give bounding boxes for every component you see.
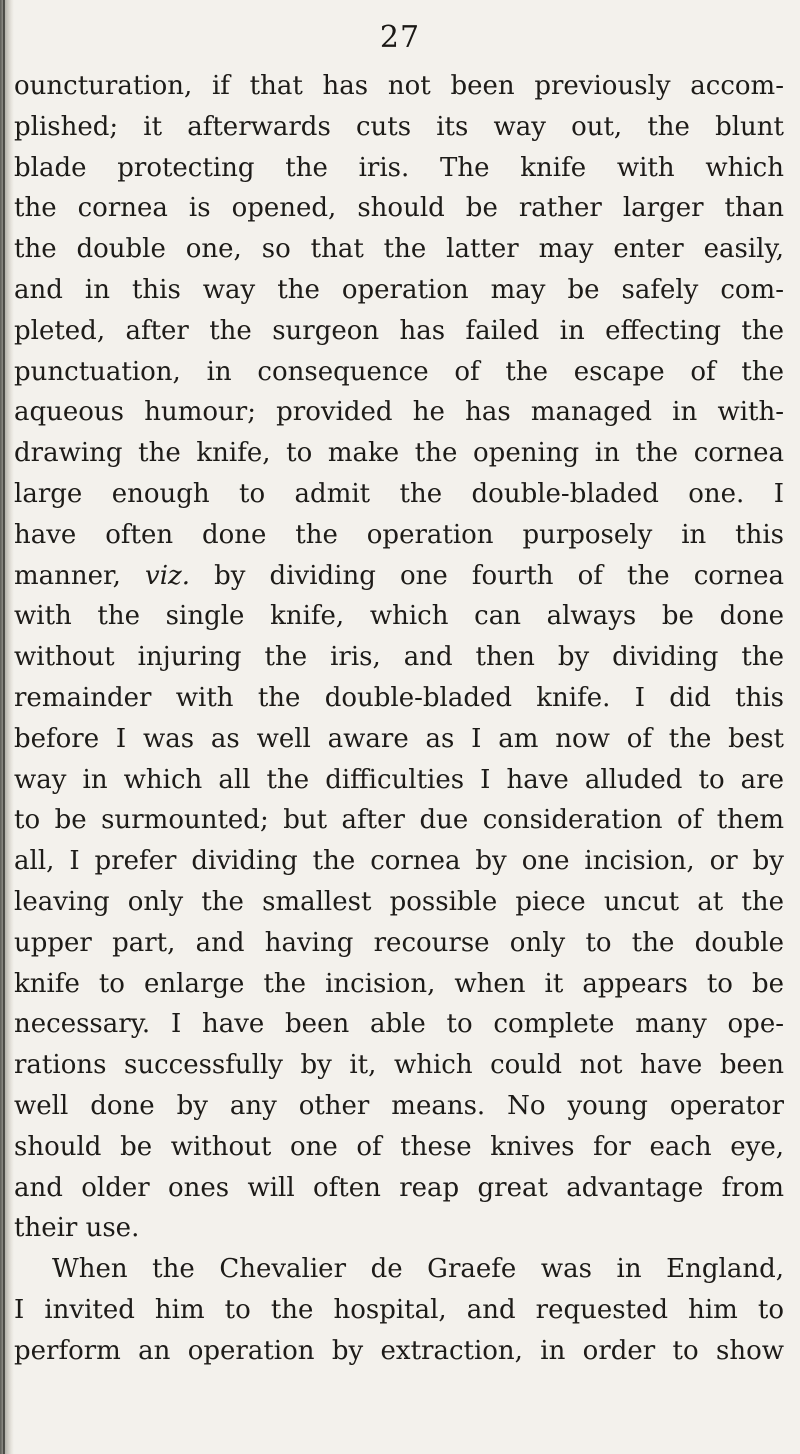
- text-line-18: way in which all the difficulties I have alluded to are: [14, 764, 784, 795]
- text-line-2: plished; it afterwards cuts its way out, the blunt: [14, 111, 784, 142]
- text-line-14: with the single knife, which can always be done: [14, 601, 784, 632]
- text-line-5: the double one, so that the latter may enter easily,: [14, 234, 784, 265]
- text-line-20: all, I prefer dividing the cornea by one incision, or by: [14, 846, 784, 877]
- text-line-22: upper part, and having recourse only to the double: [14, 927, 784, 958]
- text-line-25: rations successfully by it, which could not have been: [14, 1050, 784, 1081]
- text-line-8: punctuation, in consequence of the escape of the: [14, 356, 784, 387]
- italic-viz: viz.: [145, 560, 190, 591]
- text-line-13: [14, 556, 784, 597]
- text-line-4: the cornea is opened, should be rather larger than: [14, 193, 784, 224]
- text-line-13-start: manner,: [14, 560, 121, 591]
- text-line-9: aqueous humour; provided he has managed in with-: [14, 397, 784, 428]
- page-gutter-line: [3, 0, 5, 1454]
- text-line-27: should be without one of these knives for each eye,: [14, 1131, 784, 1162]
- text-line-26: well done by any other means. No young operator: [14, 1090, 784, 1121]
- text-line-28: and older ones will often reap great advantage from: [14, 1172, 784, 1203]
- text-line-11: large enough to admit the double-bladed one. I: [14, 478, 784, 509]
- text-line-12: have often done the operation purposely in this: [14, 519, 784, 550]
- page-number: 27: [379, 20, 421, 55]
- text-line-23: knife to enlarge the incision, when it appears to be: [14, 968, 784, 999]
- text-line-24: necessary. I have been able to complete many ope-: [14, 1009, 784, 1040]
- text-line-19: to be surmounted; but after due consideration of them: [14, 805, 784, 836]
- text-line-10: drawing the knife, to make the opening in the cornea: [14, 438, 784, 469]
- text-line-3: blade protecting the iris. The knife with which: [14, 152, 784, 183]
- text-line-15: without injuring the iris, and then by dividing the: [14, 642, 784, 673]
- text-line-32: perform an operation by extraction, in order to show: [14, 1335, 784, 1366]
- text-line-31: I invited him to the hospital, and requested him to: [14, 1294, 784, 1325]
- text-line-21: leaving only the smallest possible piece uncut at the: [14, 886, 784, 917]
- text-line-7: pleted, after the surgeon has failed in effecting the: [14, 315, 784, 346]
- text-line-16: remainder with the double-bladed knife. I did this: [14, 682, 784, 713]
- text-line-1: ouncturation, if that has not been previously accom-: [14, 71, 784, 101]
- body-text: [14, 66, 784, 1372]
- text-line-29: their use.: [14, 1213, 140, 1244]
- text-line-6: and in this way the operation may be safely com-: [14, 274, 784, 305]
- text-line-30: When the Chevalier de Graefe was in England,: [52, 1254, 784, 1285]
- text-line-13-end: by dividing one fourth of the cornea: [214, 560, 784, 591]
- text-line-17: before I was as well aware as I am now of the best: [14, 723, 784, 754]
